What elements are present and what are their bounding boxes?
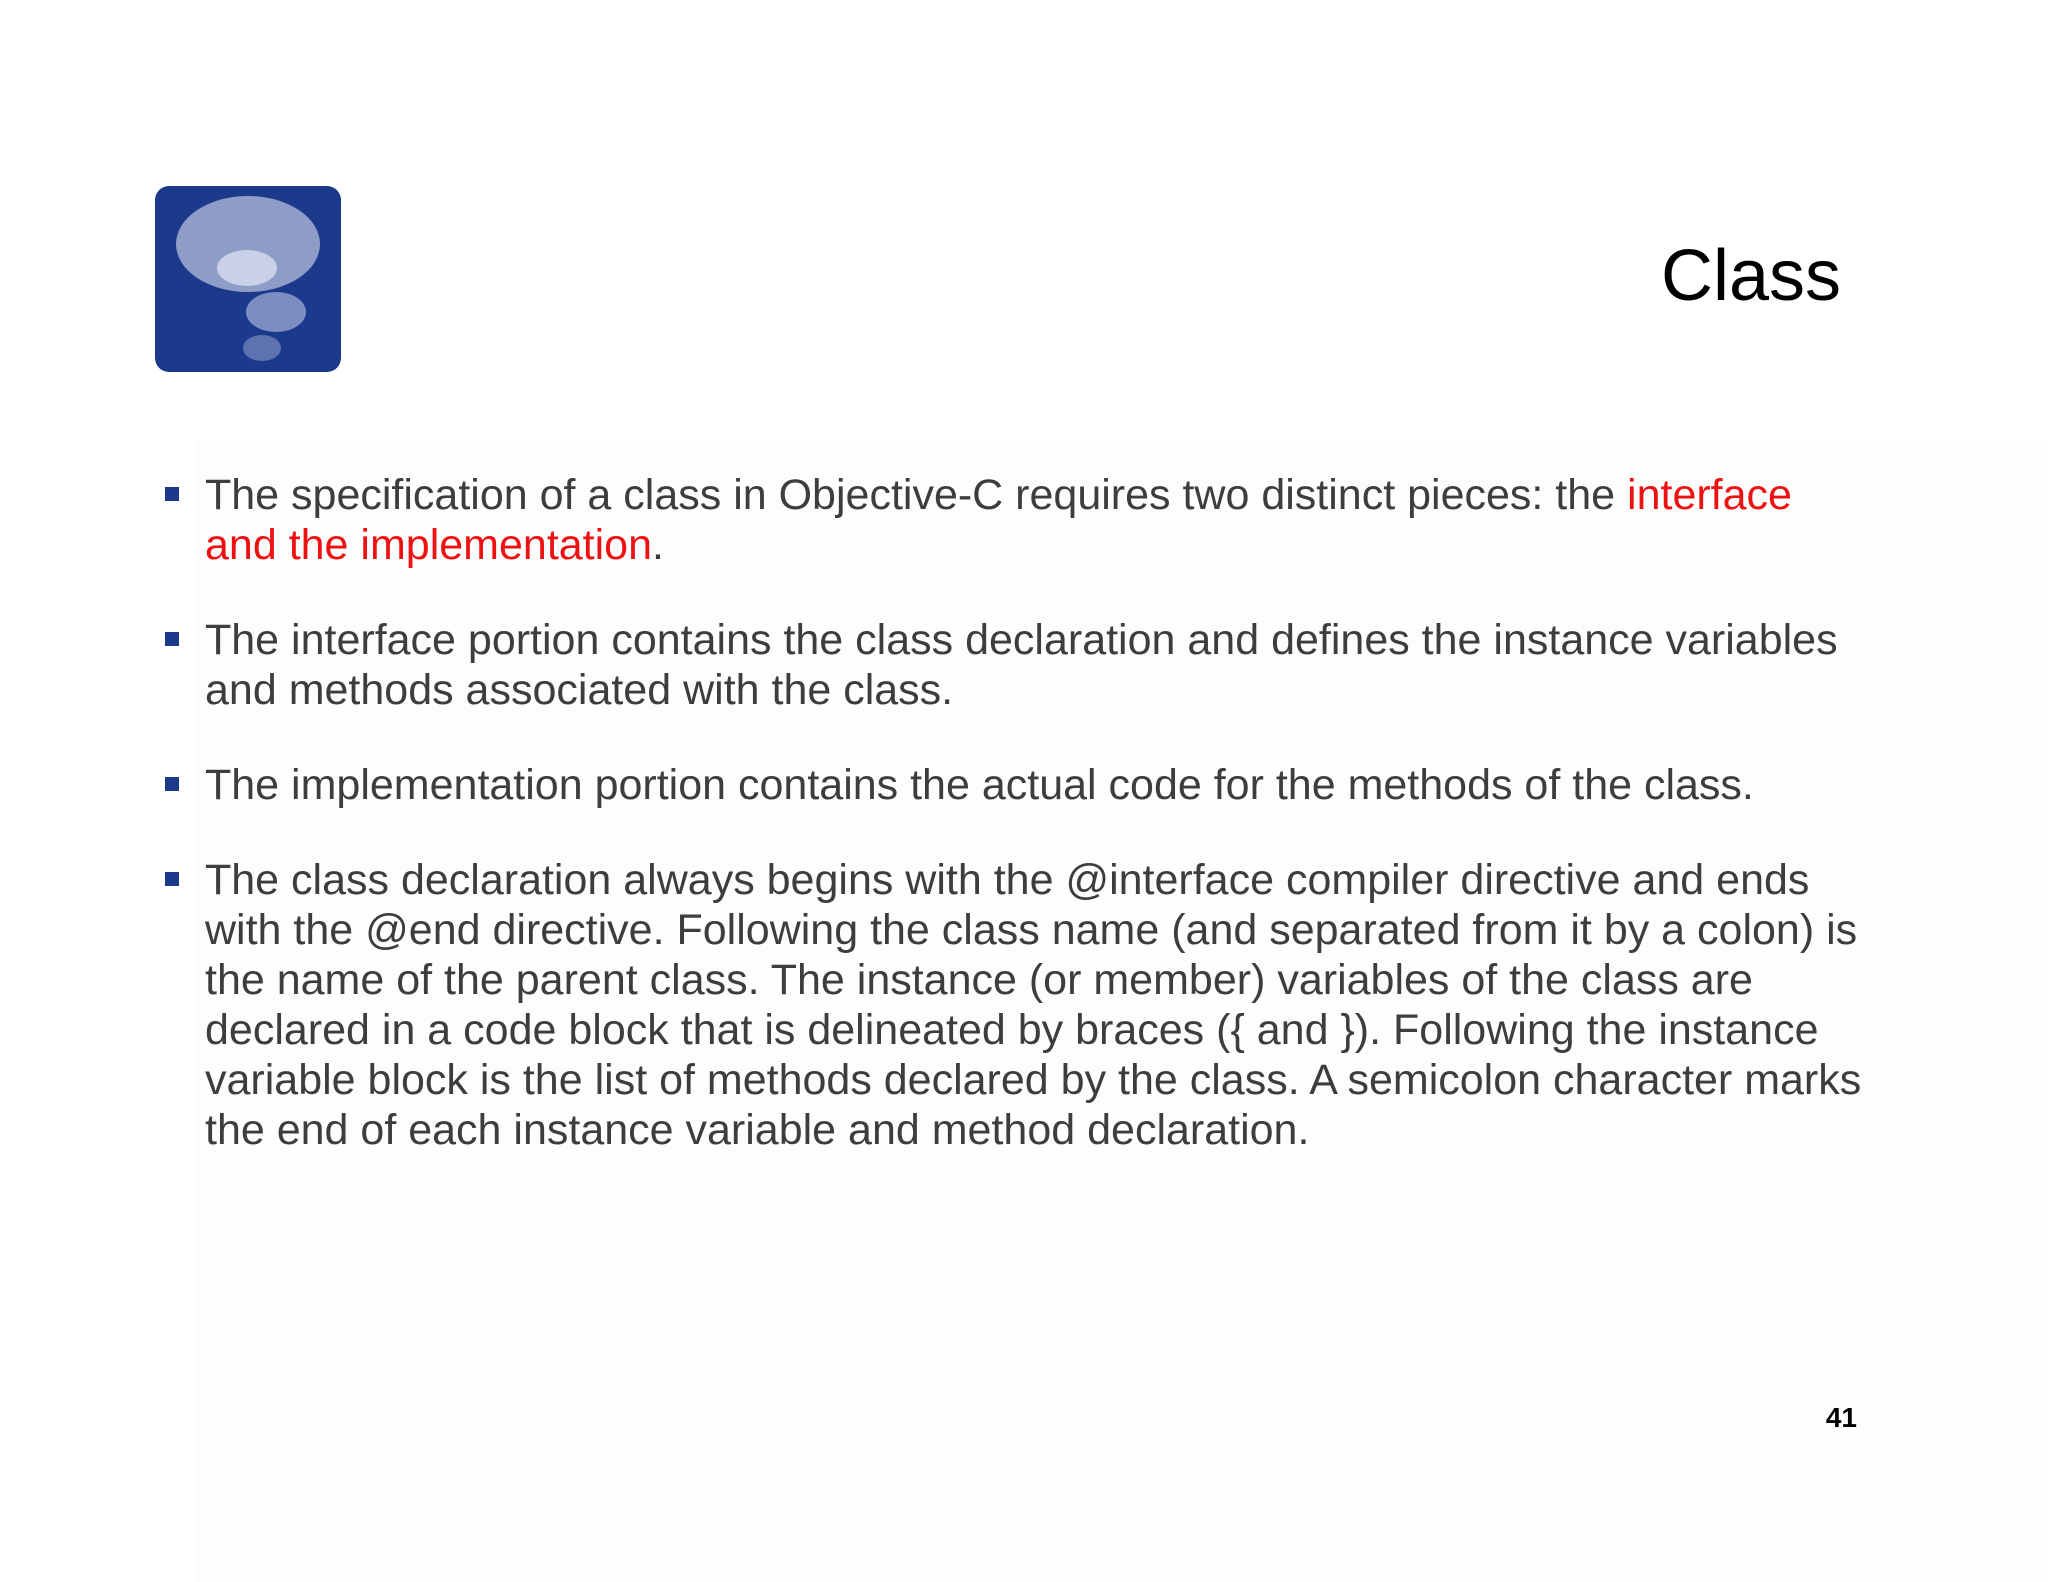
square-bullet-icon <box>165 487 179 501</box>
bullet-text: The specification of a class in Objective-C requires two distinct pieces: the <box>205 471 1628 519</box>
bullet-item <box>158 615 1868 715</box>
square-bullet-icon <box>165 872 179 886</box>
bullet-text: The class declaration always begins with the @interface compiler directive and ends with the @end directive. Following the class name (and separated from it by a colon) is the name of the parent class. The instance (or member) variables of the class are declared in a code block that is delineated by braces ({ and }). Following the instance variable block is the list of methods declared by the class. A semicolon character marks the end of each instance variable and method declaration. <box>205 856 1862 1154</box>
page-number: 41 <box>1825 1402 1857 1433</box>
bullet-list <box>158 470 1868 1200</box>
bullet-text: The implementation portion contains the actual code for the methods of the class. <box>205 761 1754 809</box>
square-bullet-icon <box>165 777 179 791</box>
bullet-text: The interface portion contains the class declaration and defines the instance variables and methods associated with the class. <box>205 616 1838 714</box>
highlighted-text: interface and the implementation <box>205 471 1792 569</box>
bullet-suffix: . <box>652 521 664 569</box>
square-bullet-icon <box>165 632 179 646</box>
thought-bubble-icon <box>155 186 341 372</box>
bullet-item <box>158 855 1868 1155</box>
bullet-item <box>158 470 1868 570</box>
bullet-item <box>158 760 1868 810</box>
slide-title: Class <box>1660 236 1841 316</box>
